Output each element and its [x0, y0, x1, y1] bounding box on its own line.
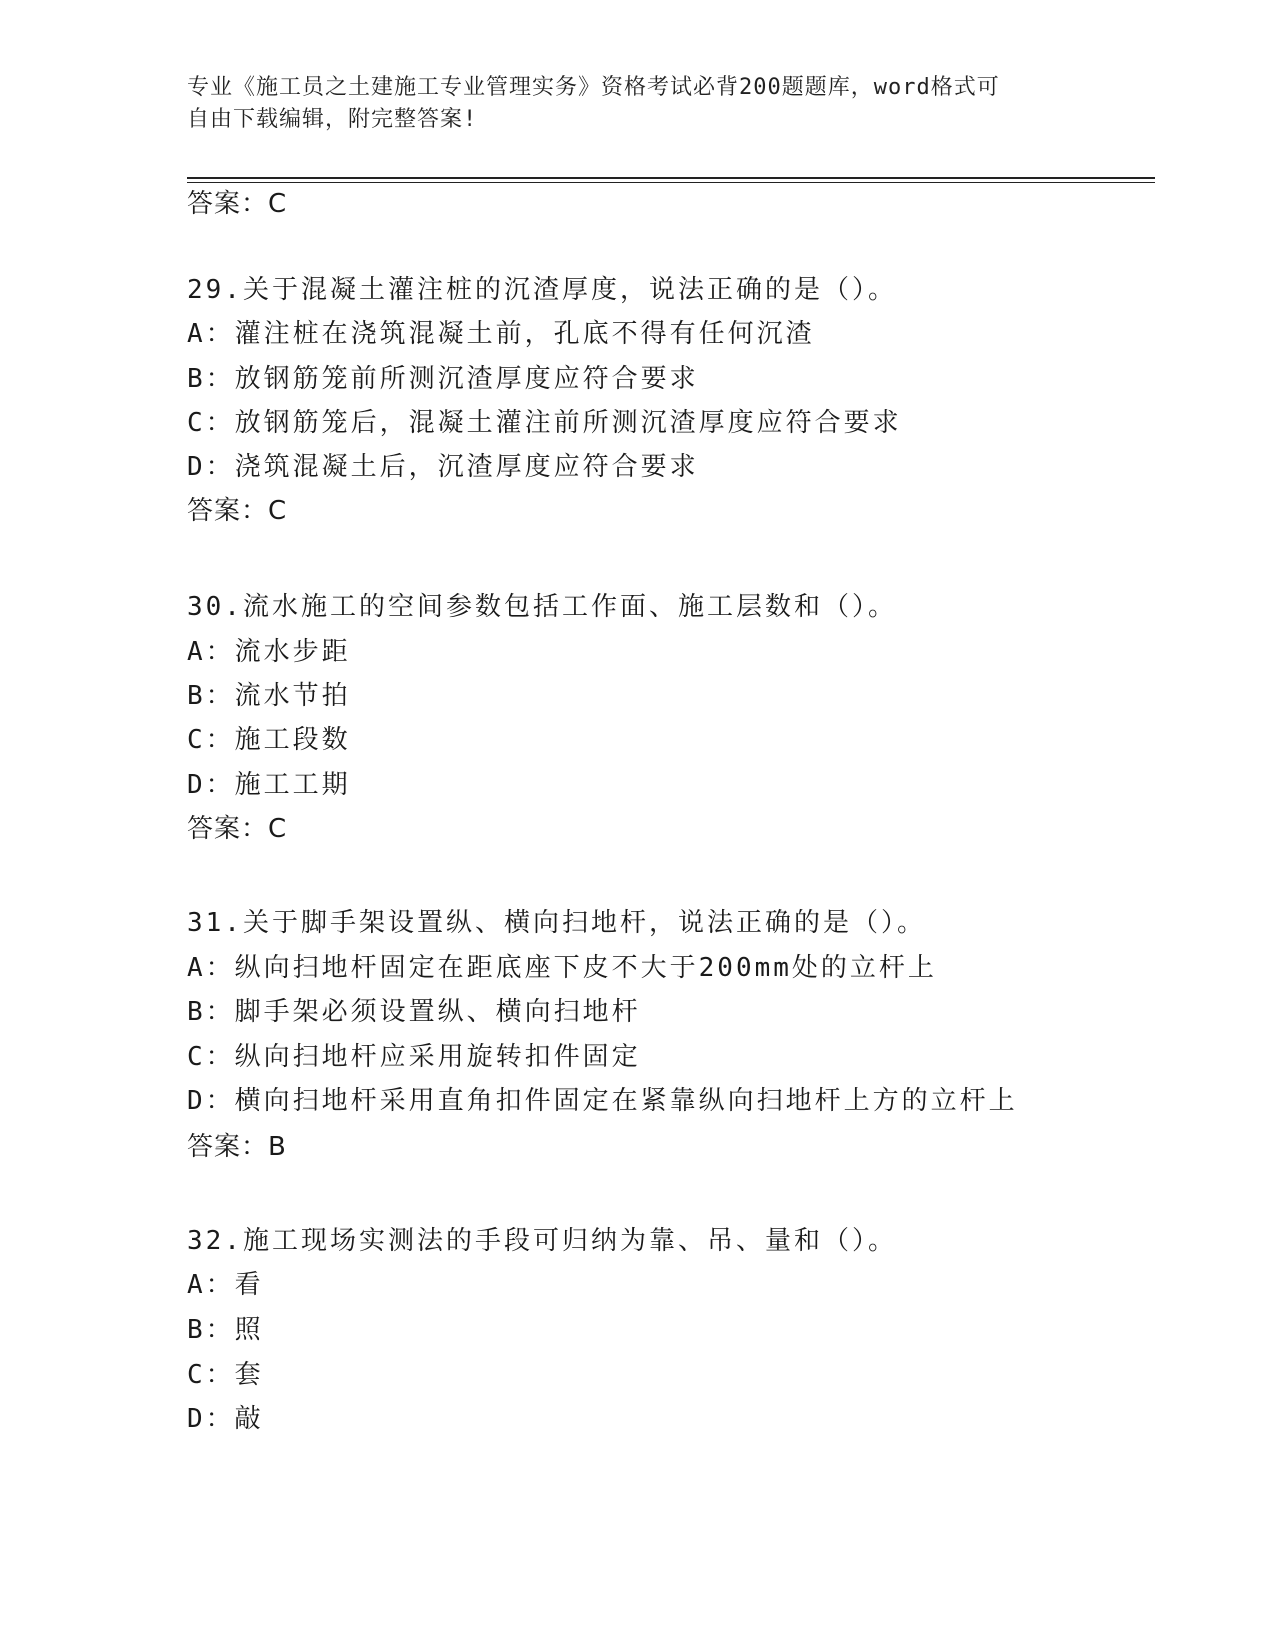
header-divider: [187, 177, 1155, 179]
option-c: C：套: [187, 1360, 264, 1390]
question-stem: 29.关于混凝土灌注桩的沉渣厚度，说法正确的是（）。: [187, 275, 897, 305]
document-header: [187, 72, 1087, 136]
answer-line: 答案：B: [187, 1132, 287, 1162]
question-stem: 32.施工现场实测法的手段可归纳为靠、吊、量和（）。: [187, 1226, 897, 1256]
option-c: C：施工段数: [187, 725, 351, 755]
header-divider-thin: [187, 182, 1155, 183]
header-line-1: 专业《施工员之土建施工专业管理实务》资格考试必背200题题库，word格式可: [187, 75, 1000, 100]
option-c: C：放钢筋笼后，混凝土灌注前所测沉渣厚度应符合要求: [187, 408, 902, 438]
option-a: A：看: [187, 1270, 264, 1300]
option-c: C：纵向扫地杆应采用旋转扣件固定: [187, 1042, 641, 1072]
option-d: D：施工工期: [187, 770, 351, 800]
option-b: B：流水节拍: [187, 681, 351, 711]
answer-line: 答案：C: [187, 189, 288, 219]
question-stem: 31.关于脚手架设置纵、横向扫地杆，说法正确的是（）。: [187, 908, 926, 938]
answer-line: 答案：C: [187, 496, 288, 526]
option-a: A：纵向扫地杆固定在距底座下皮不大于200mm处的立杆上: [187, 953, 937, 983]
option-b: B：照: [187, 1315, 264, 1345]
option-b: B：放钢筋笼前所测沉渣厚度应符合要求: [187, 364, 699, 394]
answer-line: 答案：C: [187, 814, 288, 844]
option-d: D：横向扫地杆采用直角扣件固定在紧靠纵向扫地杆上方的立杆上: [187, 1086, 1018, 1116]
option-a: A：灌注桩在浇筑混凝土前，孔底不得有任何沉渣: [187, 319, 815, 349]
question-stem: 30.流水施工的空间参数包括工作面、施工层数和（）。: [187, 592, 897, 622]
option-d: D：敲: [187, 1404, 264, 1434]
header-line-2: 自由下载编辑，附完整答案!: [187, 107, 478, 132]
option-d: D：浇筑混凝土后，沉渣厚度应符合要求: [187, 452, 699, 482]
option-a: A：流水步距: [187, 637, 351, 667]
option-b: B：脚手架必须设置纵、横向扫地杆: [187, 997, 641, 1027]
